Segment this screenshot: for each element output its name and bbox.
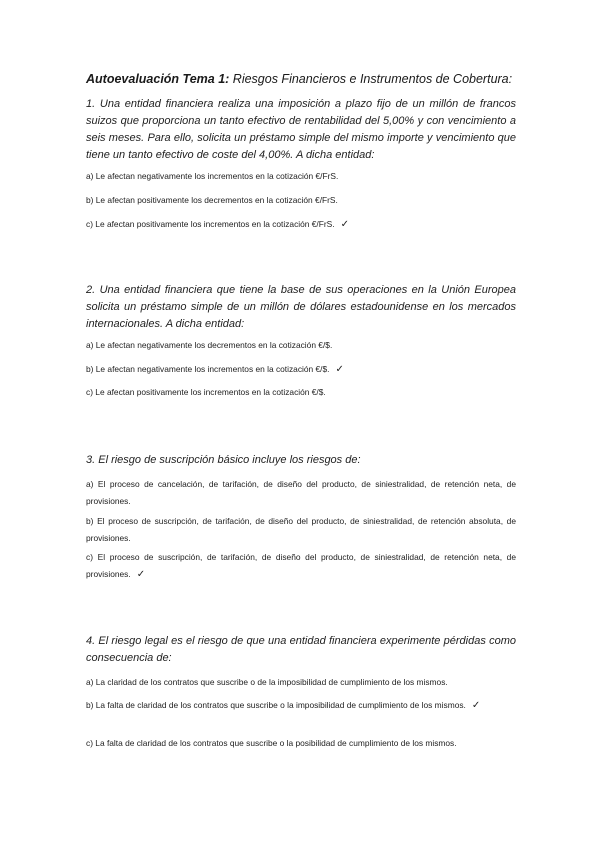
- correct-check-icon: ✓: [340, 219, 349, 230]
- option-text: a) La claridad de los contratos que suscribe o de la imposibilidad de cumplimiento de los mismos.: [86, 677, 448, 687]
- correct-check-icon: ✓: [335, 364, 344, 375]
- question-4-option-c: [86, 735, 516, 752]
- question-4-text: 4. El riesgo legal es el riesgo de que una entidad financiera experimente pérdidas como consecuencia de:: [86, 635, 516, 664]
- question-1-option-a: [86, 168, 516, 185]
- correct-check-icon: ✓: [471, 700, 481, 711]
- option-text: b) Le afectan positivamente los decrementos en la cotización €/FrS.: [86, 195, 338, 205]
- option-text: c) Le afectan positivamente los incrementos en la cotización €/FrS.: [86, 219, 335, 229]
- question-2-option-c: [86, 384, 516, 401]
- question-2-option-b: [86, 361, 516, 378]
- question-1-text: 1. Una entidad financiera realiza una imposición a plazo fijo de un millón de francos suizos que proporciona un tanto efectivo de rentabilidad del 5,00% y con vencimiento a seis meses. Para ello, solicita un préstamo simple del mismo importe y vencimiento que tiene un tanto efectivo de coste del 4,00%. A dicha entidad:: [86, 98, 516, 161]
- question-2-option-a: [86, 337, 516, 354]
- question-3-option-c: [86, 549, 516, 583]
- question-1-option-c: [86, 216, 516, 233]
- option-text: b) La falta de claridad de los contratos que suscribe o la imposibilidad de cumplimiento de los mismos.: [86, 700, 466, 710]
- option-text: a) Le afectan negativamente los incrementos en la cotización €/FrS.: [86, 171, 339, 181]
- question-2-text: 2. Una entidad financiera que tiene la base de sus operaciones en la Unión Europea solicita un préstamo simple de un millón de dólares estadounidense en los mercados internacionales. A dicha entidad:: [86, 284, 516, 330]
- option-text: b) Le afectan negativamente los incrementos en la cotización €/$.: [86, 364, 330, 374]
- page-title: [86, 72, 526, 86]
- option-text: a) Le afectan negativamente los decrementos en la cotización €/$.: [86, 340, 333, 350]
- option-text: b) El proceso de suscripción, de tarifación, de diseño del producto, de siniestralidad, de retención absoluta, de provisiones.: [86, 516, 516, 543]
- question-3-text: 3. El riesgo de suscripción básico incluye los riesgos de:: [86, 454, 361, 466]
- option-text: c) La falta de claridad de los contratos que suscribe o la posibilidad de cumplimiento de los mismos.: [86, 738, 457, 748]
- question-3-option-b: [86, 513, 516, 547]
- title-rest: Riesgos Financieros e Instrumentos de Cobertura:: [229, 72, 513, 86]
- question-1-option-b: [86, 192, 516, 209]
- option-text: a) El proceso de cancelación, de tarifación, de diseño del producto, de siniestralidad, de retención neta, de provisiones.: [86, 479, 516, 506]
- option-text: c) Le afectan positivamente los incrementos en la cotización €/$.: [86, 387, 326, 397]
- option-text: c) El proceso de suscripción, de tarifación, de diseño del producto, de siniestralidad, de retención neta, de provisiones.: [86, 552, 516, 579]
- question-4-option-b: [86, 697, 516, 714]
- question-3-option-a: [86, 476, 516, 510]
- question-4-option-a: [86, 674, 516, 691]
- correct-check-icon: ✓: [136, 569, 146, 580]
- title-bold: Autoevaluación Tema 1:: [86, 72, 230, 86]
